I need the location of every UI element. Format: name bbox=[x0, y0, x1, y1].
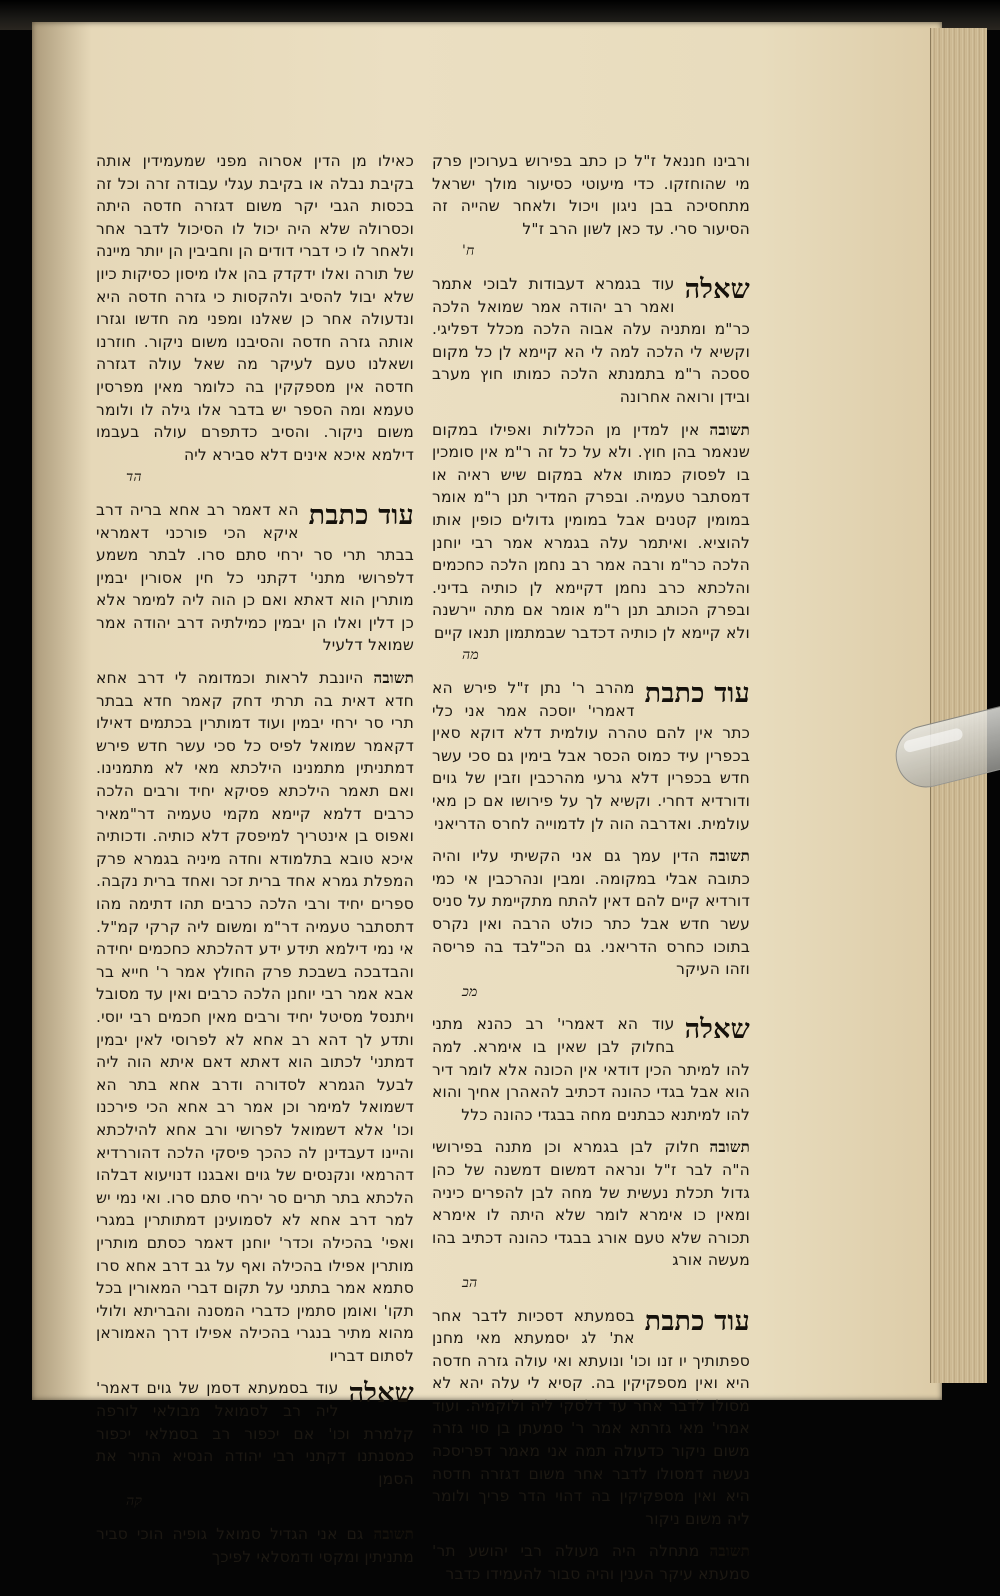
section-heading: עוד כתבת bbox=[644, 678, 750, 710]
end-mark: קה bbox=[126, 1493, 143, 1510]
question-block bbox=[96, 499, 414, 657]
section-heading: עוד כתבת bbox=[308, 499, 414, 531]
end-mark: הב bbox=[462, 1274, 478, 1291]
section-heading: עוד כתבת bbox=[644, 1305, 750, 1337]
paragraph-text: כאילו מן הדין אסרוה מפני שמעמידין אותה בקיבת נבלה או בקיבת עגלי עבודה זרה וכל זה בכסות הגבי יקר משום דגזרה חדסה היתה וכסרולה שלא היה יכול לו הסיכול לדבר אחר ולאחר לו כי דברי דודים הן וחביבין הן יותר מיינה של תורה ואלו ידקדק בהן אלו מיסון כסיקות כיון שלא יבול להסיב ולהקסות כי גזרה חדסה היא ונדעולה אחר כן שאלנו ומפני מה חדשו וגזרו אותה גזרה חדסה והסיבנו משום ניקור. חוזרנו ושאלנו טעם לעיקר מה שאל עולה דגזרה חדסה אין מספקקין בה כלומר מאין מפרסין טעמא ומה הספר יש בדבר אלו גילה לו ולומר משום ניקור. והסיב כדתפרם עולה בעבמו דילמא איכא אינים דלא סבירא ליה bbox=[96, 152, 414, 464]
paragraph-text: היונבת לראות וכמדומה לי דרב אחא חדא דאית בה תרתי דחק קאמר חדא בבתר תרי סר ירחי יבמין ועוד דמותרין בכתמים דאילו דקאמר שמואל לפיס כל סכי עשר חדש פירש דמתניתין מתמנינו הילכתא מאי לא מתמנינו. ואם תאמר הילכתא פסיקא יחיד ורבים הלכה כרבים דלמא קיימא מקמי טעמיה דר"מאיר ואפוס בן אינטריך למיפסק דלא כותיה. ודכותיה איכא טובא בתלמודא וחדה מיניה בגמרא פרק המפלת גמרא אחד ברית זכר ואחד ברית נקבה. ספרים יחיד ורבי הלכה כרבים תהו דתימה מהו דתסתבר טעמיה דר"מ ומשום ליה קרקי קמ"ל. אי נמי דילמא תידע ידע דהלכתא כחכמים יחידה והבדבכה בשבכת פרק החולץ אמר ר' חייא בר אבא אמר רבי יוחנן הלכה כרבים ואין עד מסובל ויתנסל מסיטל יחיד ורבים מאין חכמים רבי יוסי. ותדע לך דהא רב אחא לא לפרוסי לאין יבמין דמתני' לכתוב הוא דאתא דאם איתא הוה ליה לבעל הגמרא לסדורה ודרב אחא בתר הא דשמואל למימר וכן אמר רב אחא הכי פירכנו וכו' אלא דשמואל לפרושי ורב אחא להילכתא והיינו דעבדינן לה כהכך פיסקי הלכה דהוררדיא דהרמאי ונקנסים של גוים ואבגנו דנויעוא דבלהו הלכתא בתר תרים סר ירחי סתם סרו. ואי נמי יש למר דרב אחא לא לסמועינן דמתותרין במגרי ואפי' בהכילה וכדר' יוחנן דאמר כסתם מותרין מותרין אפילו בהכילה ואף על גב דרב אחא סרו סתמא אמר בתתני על תקום דברי המאורין בכל תקו' ואומן סתמין כדברי המסנה והבריתא ולולי מהוא מתיר בנגרי בהכילה אפילו דרך האמוראן לסתום דבריו bbox=[96, 669, 414, 1365]
text-block bbox=[96, 150, 414, 489]
paragraph-text: הא דאמר רב אחא בריה דרב איקא הכי פורכני דאמראי בבתר תרי סר ירחי סתם סרו. לבתר משמע דלפרושי מתני' דקתני כל חין אסורין יבמין מותרין הוא דאתא ואם כן הוה ליה למימר אלא כן דלין ואלו הן יבמין כמילתיה דרב יהודה אמר שמואל דלעיל bbox=[96, 500, 414, 655]
answer-label: תשובה bbox=[709, 1138, 750, 1157]
gutter-shadow bbox=[32, 22, 92, 1400]
end-mark: ח' bbox=[462, 243, 475, 260]
paragraph-text: הדין עמך גם אני הקשיתי עליו והיה כתובה אבלי במקומה. ומבין ונהרכבין אי כמי דורדיא קיים להם דאין להתח מתקיימת על סניס עשר חדש אבל כתר כולט הרבה ואין נקרס בתוכו כחרס הדריאני. גם הכ"לבד בה פריסה וזהו העיקר bbox=[432, 847, 750, 979]
paragraph-text: חלוק לבן בגמרא וכן מתנה בפירושי ה"ה לבר ז"ל ונראה דמשום דמשנה של כהן גדול תכלת נעשית של מחה לבן להפרים כיניה ומאין כו אימרא לומר שלא היתה לו אימרא תכורה שלא טעם אורג בבגדי כהונה דכתיב בהו מעשה אורג bbox=[432, 1138, 750, 1270]
question-block bbox=[432, 1013, 750, 1126]
answer-label: תשובה bbox=[373, 1525, 414, 1544]
answer-block bbox=[96, 667, 414, 1367]
section-heading: שאלה bbox=[684, 273, 750, 305]
paragraph-text: מתחלה היה מעולה רבי יהושע תר' סמעתא עיקר הענין והיה סבור להעמידו כדבר bbox=[432, 1542, 750, 1584]
paragraph-text: מהרב ר' נתן ז"ל פירש הא דאמרי' יוסכה אמר אני כלי כתר אין להם טהרה עולמית דלא דוקא סאין בכפרין עיד כמוס הכסר אבל בימין גם סכי עשר חדש בכפרין דלא גרעי מהרכבין וזבין של גוים ודורדיא דחרי. וקשיא לך על פירושו אם כן מאי עולמית. ואדרבה הוה לן לדמוייה לחרס הדריאני bbox=[432, 679, 750, 833]
end-mark: מכ bbox=[462, 983, 478, 1000]
answer-label: תשובה bbox=[709, 1542, 750, 1561]
section-heading: שאלה bbox=[348, 1378, 414, 1410]
question-block bbox=[96, 1377, 414, 1513]
left-column bbox=[96, 150, 414, 1578]
answer-block bbox=[432, 1136, 750, 1294]
paragraph-text: אין למדין מן הכללות ואפילו במקום שנאמר בהן חוץ. ולא על כל זה ר"מ אין סומכין בו לפסוק כמותו אלא במקום שיש ראיה או דמסתבר טעמיה. ובפרק המדיר תנן ר"מ אומר במומין קטנים אבל במומין גדולים כופין אותו להוציא. ואיתמר עלה בגמרא אמר רבי יוחנן הלכה כר"מ ורבה אמר רב נחמן הלכה כחכמים והלכתא כרב נחמן דקיימא לן כותיה בדיני. ובפרק הכותב תנן ר"מ אומר אם מתה יירשנה ולא קיימא לן כותיה דכדבר שבמתמון תנאו קיים bbox=[432, 420, 750, 642]
end-mark: מה bbox=[462, 647, 479, 664]
answer-label: תשובה bbox=[709, 420, 750, 439]
question-block bbox=[432, 1305, 750, 1531]
section-heading: שאלה bbox=[684, 1014, 750, 1046]
paragraph-text: עוד הא דאמרי' רב כהנא מתני בחלוק לבן שאין בו אימרא. למה להו למיתר הכין דודאי אין הכונה אלא לומר דיר הוא אבל בגדי כהונה דכתיב להאהרן אחיך והוא להו למיתנא כבתנים מחה בבגדי כהונה כלל bbox=[432, 1015, 750, 1124]
paragraph-text: עוד בסמעתא דסמן של גוים דאמר' ליה רב לסמואל מבולאי לורפה קלמרת וכו' אם יכפור רב בסמלאי יכפור כמסנתנו דקתני רבי יהודה הנסיא התיר את הסמן bbox=[96, 1379, 414, 1488]
paragraph-text: גם אני הגדיל סמואל גופיה הוכי סביר מתניתין ומקסי ודמסלאי לפיכך bbox=[96, 1525, 414, 1566]
answer-block bbox=[432, 845, 750, 1003]
page-edges bbox=[930, 28, 987, 1383]
answer-block bbox=[432, 1540, 750, 1585]
paragraph-text: ורבינו חננאל ז"ל כן כתב בפירוש בערוכין פרק מי שהוחזקו. כדי מיעוטי כסיעור מולך ישראל מתחסיכה בבן ניגון ויכול ולאחר שהייה זה הסיעור סרי. עד כאן לשון הרב ז"ל bbox=[432, 152, 750, 238]
right-column bbox=[432, 150, 750, 1596]
paragraph-text: בסמעתא דסכיות לדבר אחר את' לג יסמעתא מאי מחנן ספתותיך יו זנו וכו' ונועתא ואי עולה גזרה חדסה היא ואין מספקיקין בה. קסיא לי עלה יהא לא מסולו לדבר אחר עד דלסקי ליה ולוקמיה. ועוד אמרי' מאי גזרתא אמר ר' סמעתן בן סוי גזרה משום ניקור כדעולה תמה אני מאמר דפריסכה נעשה דמסולו לדבר אחר משום דגזרה חדסה היא ואין מספקיקין בה דהוי הדר פריך ולומר ליה משום ניקור bbox=[432, 1306, 750, 1528]
paragraph-text: עוד בגמרא דעבודות לבוכי אתמר ואמר רב יהודה אמר שמואל הלכה כר"מ ומתניה עלה אבוה הלכה מכלל דפליגי. וקשיא לי הלכה למה לי הא קיימא לן כל מקום ססכה ר"מ בתמנתא הלכה כמותו חוץ מערב ובידן ורואה אחרונה bbox=[432, 274, 750, 406]
answer-block bbox=[432, 419, 750, 668]
question-block bbox=[432, 273, 750, 409]
question-block bbox=[432, 677, 750, 835]
answer-label: תשובה bbox=[373, 669, 414, 688]
answer-label: תשובה bbox=[709, 847, 750, 866]
text-block bbox=[432, 150, 750, 263]
answer-block bbox=[96, 1523, 414, 1568]
end-mark: הד bbox=[126, 469, 142, 486]
